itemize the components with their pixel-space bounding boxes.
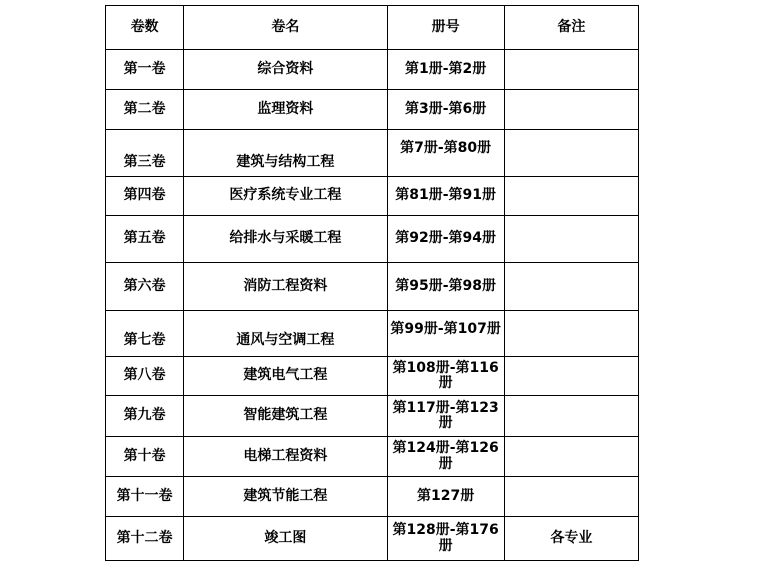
table-row (106, 311, 639, 357)
book-number-cell: 第1册-第2册 (387, 50, 504, 90)
book-number-cell: 第3册-第6册 (387, 90, 504, 130)
header-row (106, 6, 639, 50)
table-row (106, 177, 639, 216)
book-number-cell: 第99册-第107册 (387, 311, 504, 357)
remark-cell (504, 50, 638, 90)
volume-count-cell: 第一卷 (106, 50, 184, 90)
book-number-cell: 第128册-第176册 (387, 517, 504, 561)
table-row (106, 517, 639, 561)
table-row (106, 50, 639, 90)
volume-count-cell: 第六卷 (106, 263, 184, 311)
remark-cell (504, 357, 638, 396)
remark-cell (504, 396, 638, 437)
header-volume-name: 卷名 (184, 6, 387, 50)
remark-cell (504, 177, 638, 216)
volume-name-cell: 消防工程资料 (184, 263, 387, 311)
volume-name-cell: 建筑电气工程 (184, 357, 387, 396)
header-volume-count: 卷数 (106, 6, 184, 50)
table-row (106, 437, 639, 477)
remark-cell (504, 130, 638, 177)
volume-count-cell: 第四卷 (106, 177, 184, 216)
volume-count-cell: 第十一卷 (106, 477, 184, 517)
book-number-cell: 第7册-第80册 (387, 130, 504, 177)
volume-count-cell: 第五卷 (106, 216, 184, 263)
book-number-cell: 第81册-第91册 (387, 177, 504, 216)
table-row (106, 396, 639, 437)
book-number-cell: 第127册 (387, 477, 504, 517)
volume-count-cell: 第三卷 (106, 130, 184, 177)
volume-count-cell: 第十卷 (106, 437, 184, 477)
volume-count-cell: 第七卷 (106, 311, 184, 357)
table-row (106, 216, 639, 263)
volume-count-cell: 第十二卷 (106, 517, 184, 561)
volume-name-cell: 医疗系统专业工程 (184, 177, 387, 216)
remark-cell (504, 216, 638, 263)
volume-name-cell: 竣工图 (184, 517, 387, 561)
volume-name-cell: 通风与空调工程 (184, 311, 387, 357)
volume-name-cell: 建筑节能工程 (184, 477, 387, 517)
volume-name-cell: 监理资料 (184, 90, 387, 130)
table-row (106, 90, 639, 130)
remark-cell (504, 437, 638, 477)
table-row (106, 130, 639, 177)
table-row (106, 477, 639, 517)
table-row (106, 263, 639, 311)
book-number-cell: 第124册-第126册 (387, 437, 504, 477)
volume-count-cell: 第八卷 (106, 357, 184, 396)
header-remark: 备注 (504, 6, 638, 50)
volume-table (105, 5, 639, 561)
volume-name-cell: 建筑与结构工程 (184, 130, 387, 177)
header-book-number: 册号 (387, 6, 504, 50)
volume-name-cell: 智能建筑工程 (184, 396, 387, 437)
volume-count-cell: 第九卷 (106, 396, 184, 437)
remark-cell (504, 90, 638, 130)
volume-name-cell: 电梯工程资料 (184, 437, 387, 477)
book-number-cell: 第108册-第116册 (387, 357, 504, 396)
remark-cell (504, 263, 638, 311)
book-number-cell: 第95册-第98册 (387, 263, 504, 311)
volume-count-cell: 第二卷 (106, 90, 184, 130)
book-number-cell: 第92册-第94册 (387, 216, 504, 263)
volume-name-cell: 给排水与采暖工程 (184, 216, 387, 263)
volume-name-cell: 综合资料 (184, 50, 387, 90)
book-number-cell: 第117册-第123册 (387, 396, 504, 437)
remark-cell: 各专业 (504, 517, 638, 561)
table-row (106, 357, 639, 396)
remark-cell (504, 311, 638, 357)
remark-cell (504, 477, 638, 517)
